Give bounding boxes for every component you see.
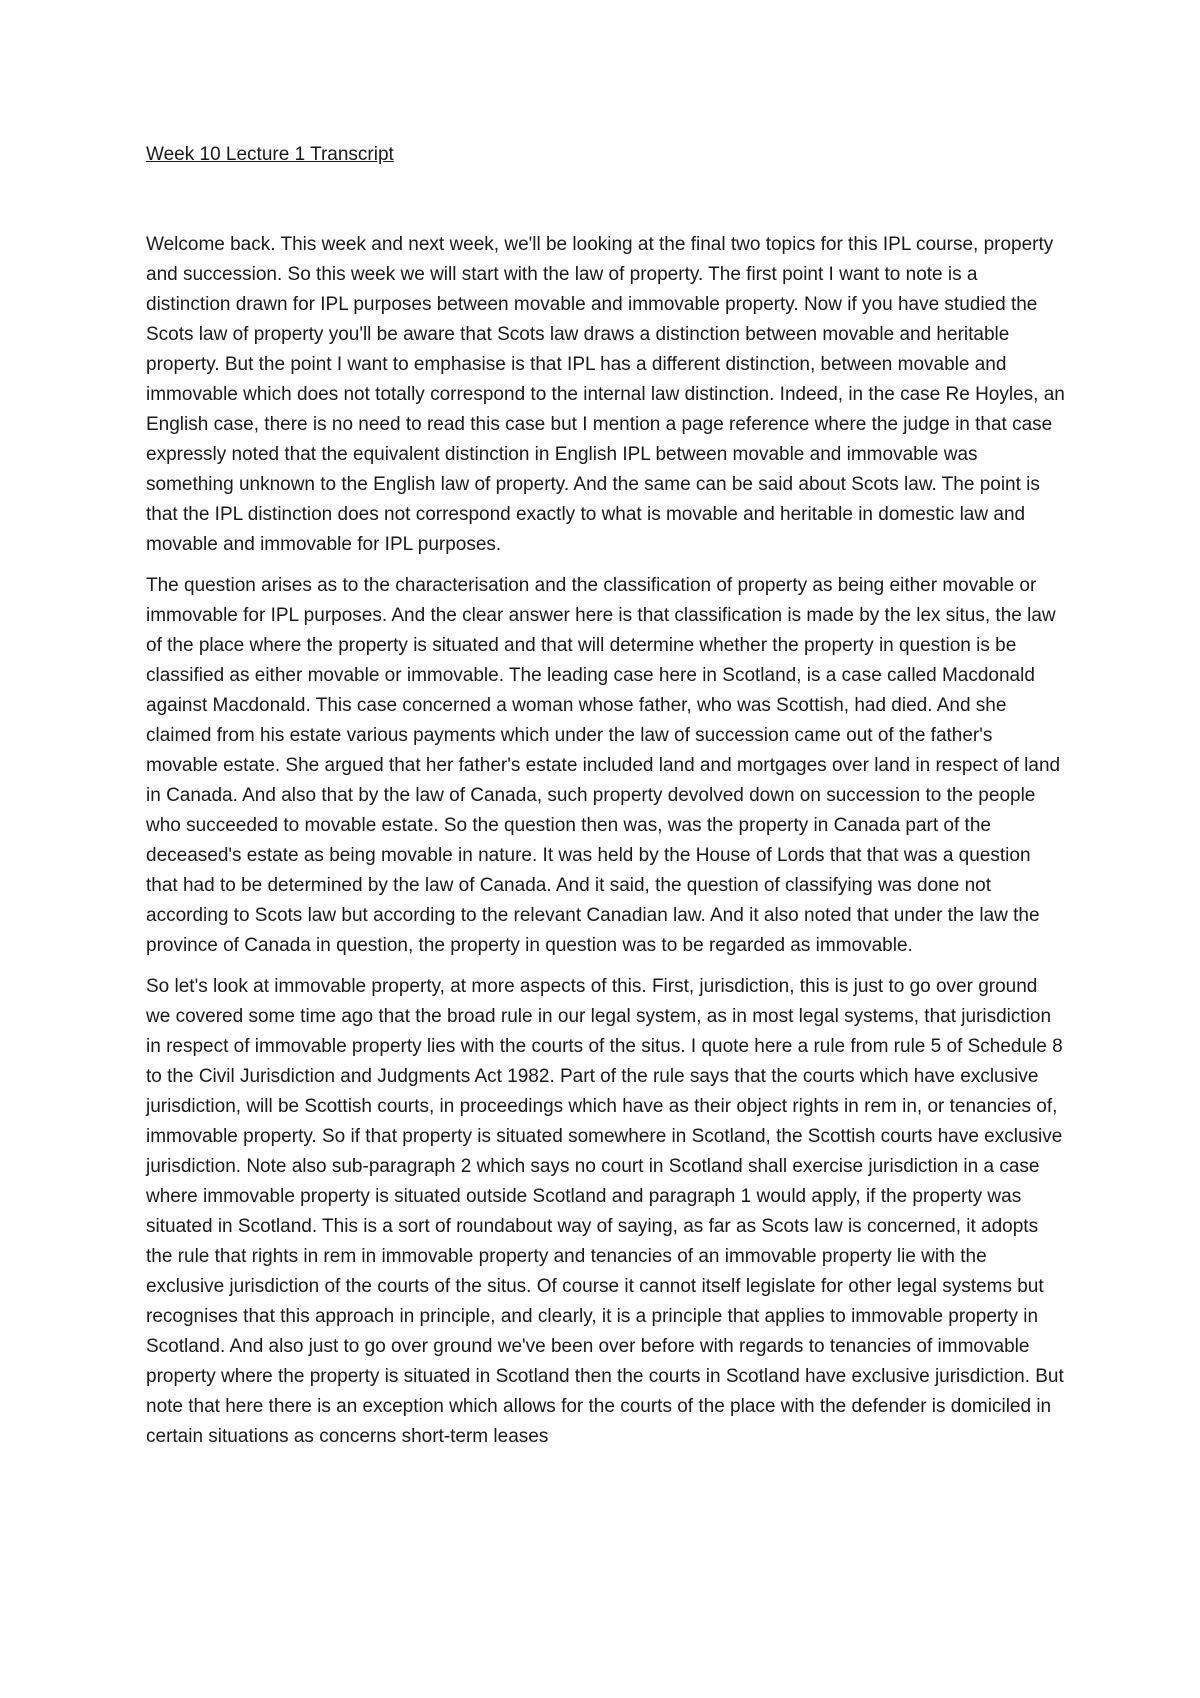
- document-page: [146, 140, 1066, 1463]
- paragraph-3: So let's look at immovable property, at more aspects of this. First, jurisdiction, this is just to go over ground we covered some time ago that the broad rule in our legal system, as in most legal systems, that jurisdiction in respect of immovable property lies with the courts of the situs. I quote here a rule from rule 5 of Schedule 8 to the Civil Jurisdiction and Judgments Act 1982. Part of the rule says that the courts which have exclusive jurisdiction, will be Scottish courts, in proceedings which have as their object rights in rem in, or tenancies of, immovable property. So if that property is situated somewhere in Scotland, the Scottish courts have exclusive jurisdiction. Note also sub-paragraph 2 which says no court in Scotland shall exercise jurisdiction in a case where immovable property is situated outside Scotland and paragraph 1 would apply, if the property was situated in Scotland. This is a sort of roundabout way of saying, as far as Scots law is concerned, it adopts the rule that rights in rem in immovable property and tenancies of an immovable property lie with the exclusive jurisdiction of the courts of the situs. Of course it cannot itself legislate for other legal systems but recognises that this approach in principle, and clearly, it is a principle that applies to immovable property in Scotland. And also just to go over ground we've been over before with regards to tenancies of immovable property where the property is situated in Scotland then the courts in Scotland have exclusive jurisdiction. But note that here there is an exception which allows for the courts of the place with the defender is domiciled in certain situations as concerns short-term leases: [146, 976, 1064, 1447]
- paragraph-1: Welcome back. This week and next week, we'll be looking at the final two topics for this IPL course, property and succession. So this week we will start with the law of property. The first point I want to note is a distinction drawn for IPL purposes between movable and immovable property. Now if you have studied the Scots law of property you'll be aware that Scots law draws a distinction between movable and heritable property. But the point I want to emphasise is that IPL has a different distinction, between movable and immovable which does not totally correspond to the internal law distinction. Indeed, in the case Re Hoyles, an English case, there is no need to read this case but I mention a page reference where the judge in that case expressly noted that the equivalent distinction in English IPL between movable and immovable was something unknown to the English law of property. And the same can be said about Scots law. The point is that the IPL distinction does not correspond exactly to what is movable and heritable in domestic law and movable and immovable for IPL purposes.: [146, 234, 1065, 555]
- paragraph-2: The question arises as to the characterisation and the classification of property as being either movable or immovable for IPL purposes. And the clear answer here is that classification is made by the lex situs, the law of the place where the property is situated and that will determine whether the property in question is be classified as either movable or immovable. The leading case here in Scotland, is a case called Macdonald against Macdonald. This case concerned a woman whose father, who was Scottish, had died. And she claimed from his estate various payments which under the law of succession came out of the father's movable estate. She argued that her father's estate included land and mortgages over land in respect of land in Canada. And also that by the law of Canada, such property devolved down on succession to the people who succeeded to movable estate. So the question then was, was the property in Canada part of the deceased's estate as being movable in nature. It was held by the House of Lords that that was a question that had to be determined by the law of Canada. And it said, the question of classifying was done not according to Scots law but according to the relevant Canadian law. And it also noted that under the law the province of Canada in question, the property in question was to be regarded as immovable.: [146, 575, 1061, 956]
- document-title: Week 10 Lecture 1 Transcript: [146, 144, 394, 165]
